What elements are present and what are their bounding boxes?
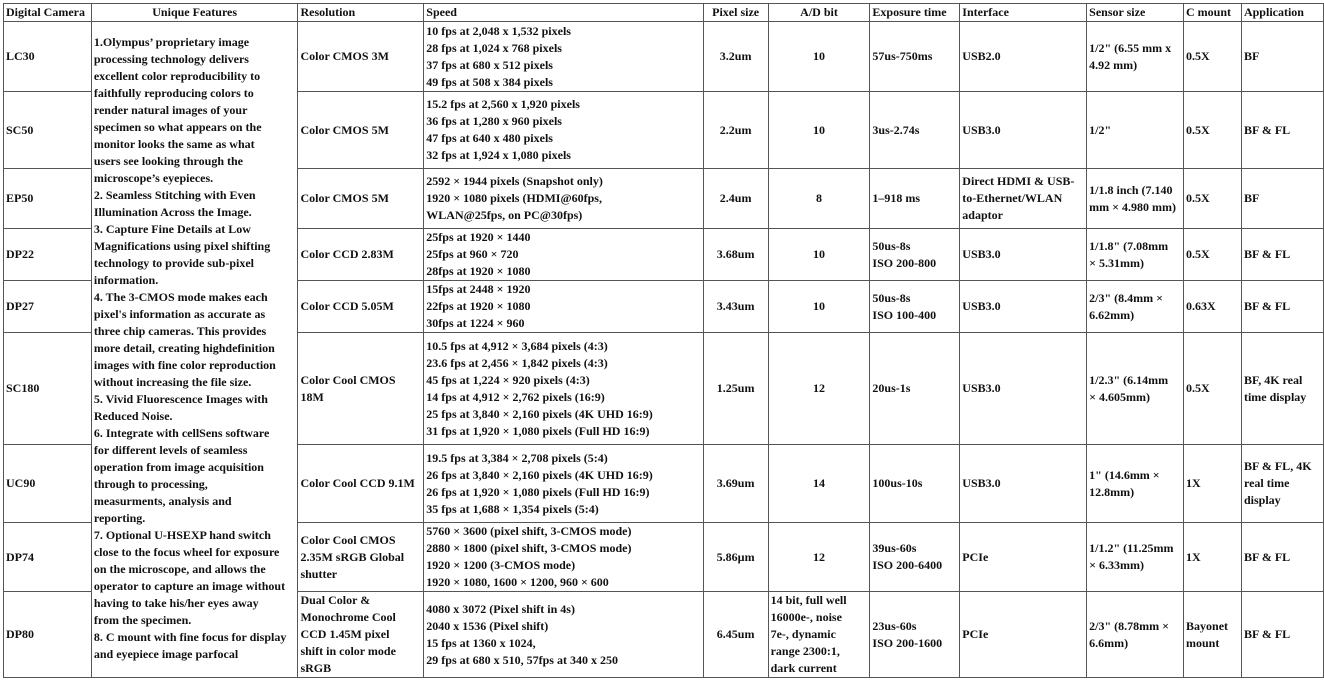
application-cell: BF & FL xyxy=(1241,92,1323,169)
header-resolution: Resolution xyxy=(298,4,424,22)
resolution-cell: Color CCD 2.83M xyxy=(298,229,424,281)
resolution-cell: Color Cool CCD 9.1M xyxy=(298,445,424,523)
resolution-cell: Color CCD 5.05M xyxy=(298,281,424,333)
c-mount-cell: 0.5X xyxy=(1184,22,1242,92)
exposure-cell: 50us-8s ISO 100-400 xyxy=(870,281,960,333)
application-cell: BF & FL xyxy=(1241,281,1323,333)
speed-cell: 10 fps at 2,048 x 1,532 pixels 28 fps at 1,024 x 768 pixels 37 fps at 680 x 512 pixels 49 fps at 508 x 384 pixels xyxy=(424,22,703,92)
speed-cell: 10.5 fps at 4,912 × 3,684 pixels (4:3) 23.6 fps at 2,456 × 1,842 pixels (4:3) 45 fps at 1,224 × 920 pixels (4:3) 14 fps at 4,912 × 2,762 pixels (16:9) 25 fps at 3,840 × 2,160 pixels (4K UHD 16:9) 31 fps at 1,920 × 1,080 pixels (Full HD 16:9) xyxy=(424,333,703,445)
unique-features-cell: 1.Olympus’ proprietary image processing technology delivers excellent color reproducibility to faithfully reproducing colors to render natural images of your specimen so what appears on the monitor looks the same as what users see looking through the microscope’s eyepieces. 2. Seamless Stitching with Even Illumination Across the Image. 3. Capture Fine Details at Low Magnifications using pixel shifting technology to provide sub-pixel information. 4. The 3-CMOS mode makes each pixel's information as accurate as three chip cameras. This provides more detail, creating highdefinition images with fine color reproduction without increasing the file size. 5. Vivid Fluorescence Images with Reduced Noise. 6. Integrate with cellSens software for different levels of seamless operation from image acquisition through to processing, measurments, analysis and reporting. 7. Optional U-HSEXP hand switch close to the focus wheel for exposure on the microscope, and allows the operator to capture an image without having to take his/her eyes away from the specimen. 8. C mount with fine focus for display and eyepiece image parfocal xyxy=(91,22,298,678)
application-cell: BF xyxy=(1241,22,1323,92)
header-c-mount: C mount xyxy=(1184,4,1242,22)
application-cell: BF & FL xyxy=(1241,229,1323,281)
ad-bit-cell: 14 xyxy=(768,445,870,523)
exposure-cell: 100us-10s xyxy=(870,445,960,523)
pixel-size-cell: 1.25um xyxy=(703,333,768,445)
header-pixel-size: Pixel size xyxy=(703,4,768,22)
exposure-cell: 1–918 ms xyxy=(870,169,960,229)
ad-bit-cell: 10 xyxy=(768,281,870,333)
application-cell: BF & FL xyxy=(1241,523,1323,592)
resolution-cell: Color Cool CMOS 18M xyxy=(298,333,424,445)
ad-bit-cell: 12 xyxy=(768,333,870,445)
sensor-cell: 2/3" (8.4mm × 6.62mm) xyxy=(1087,281,1184,333)
c-mount-cell: 0.5X xyxy=(1184,169,1242,229)
interface-cell: USB3.0 xyxy=(960,92,1087,169)
header-exposure: Exposure time xyxy=(870,4,960,22)
c-mount-cell: Bayonet mount xyxy=(1184,592,1242,678)
c-mount-cell: 0.5X xyxy=(1184,333,1242,445)
sensor-cell: 1/1.2" (11.25mm × 6.33mm) xyxy=(1087,523,1184,592)
interface-cell: USB3.0 xyxy=(960,229,1087,281)
header-sensor: Sensor size xyxy=(1087,4,1184,22)
speed-cell: 19.5 fps at 3,384 × 2,708 pixels (5:4) 26 fps at 3,840 × 2,160 pixels (4K UHD 16:9) 26 fps at 1,920 × 1,080 pixels (Full HD 16:9) 35 fps at 1,688 × 1,354 pixels (5:4) xyxy=(424,445,703,523)
pixel-size-cell: 3.69um xyxy=(703,445,768,523)
header-interface: Interface xyxy=(960,4,1087,22)
header-row xyxy=(4,4,1324,22)
interface-cell: PCIe xyxy=(960,592,1087,678)
ad-bit-cell: 10 xyxy=(768,92,870,169)
resolution-cell: Color Cool CMOS 2.35M sRGB Global shutter xyxy=(298,523,424,592)
pixel-size-cell: 5.86µm xyxy=(703,523,768,592)
camera-cell: DP22 xyxy=(4,229,92,281)
ad-bit-cell: 14 bit, full well 16000e-, noise 7e-, dynamic range 2300:1, dark current xyxy=(768,592,870,678)
interface-cell: USB3.0 xyxy=(960,333,1087,445)
interface-cell: Direct HDMI & USB- to-Ethernet/WLAN adaptor xyxy=(960,169,1087,229)
camera-cell: SC180 xyxy=(4,333,92,445)
sensor-cell: 2/3" (8.78mm × 6.6mm) xyxy=(1087,592,1184,678)
header-speed: Speed xyxy=(424,4,703,22)
camera-spec-table xyxy=(3,3,1324,678)
sensor-cell: 1" (14.6mm × 12.8mm) xyxy=(1087,445,1184,523)
speed-cell: 15.2 fps at 2,560 x 1,920 pixels 36 fps at 1,280 x 960 pixels 47 fps at 640 x 480 pixels 32 fps at 1,924 x 1,080 pixels xyxy=(424,92,703,169)
sensor-cell: 1/2" xyxy=(1087,92,1184,169)
header-ad-bit: A/D bit xyxy=(768,4,870,22)
exposure-cell: 23us-60s ISO 200-1600 xyxy=(870,592,960,678)
c-mount-cell: 0.5X xyxy=(1184,229,1242,281)
pixel-size-cell: 6.45um xyxy=(703,592,768,678)
ad-bit-cell: 8 xyxy=(768,169,870,229)
sensor-cell: 1/2" (6.55 mm x 4.92 mm) xyxy=(1087,22,1184,92)
resolution-cell: Color CMOS 5M xyxy=(298,169,424,229)
speed-cell: 15fps at 2448 × 1920 22fps at 1920 × 1080 30fps at 1224 × 960 xyxy=(424,281,703,333)
ad-bit-cell: 12 xyxy=(768,523,870,592)
pixel-size-cell: 2.2um xyxy=(703,92,768,169)
application-cell: BF xyxy=(1241,169,1323,229)
interface-cell: USB3.0 xyxy=(960,445,1087,523)
speed-cell: 2592 × 1944 pixels (Snapshot only) 1920 × 1080 pixels (HDMI@60fps, WLAN@25fps, on PC@30fps) xyxy=(424,169,703,229)
c-mount-cell: 1X xyxy=(1184,523,1242,592)
camera-cell: DP74 xyxy=(4,523,92,592)
interface-cell: USB3.0 xyxy=(960,281,1087,333)
pixel-size-cell: 2.4um xyxy=(703,169,768,229)
ad-bit-cell: 10 xyxy=(768,229,870,281)
speed-cell: 25fps at 1920 × 1440 25fps at 960 × 720 28fps at 1920 × 1080 xyxy=(424,229,703,281)
ad-bit-cell: 10 xyxy=(768,22,870,92)
sensor-cell: 1/1.8 inch (7.140 mm × 4.980 mm) xyxy=(1087,169,1184,229)
exposure-cell: 3us-2.74s xyxy=(870,92,960,169)
camera-cell: EP50 xyxy=(4,169,92,229)
application-cell: BF & FL xyxy=(1241,592,1323,678)
pixel-size-cell: 3.68um xyxy=(703,229,768,281)
application-cell: BF & FL, 4K real time display xyxy=(1241,445,1323,523)
table-row xyxy=(4,22,1324,92)
speed-cell: 5760 × 3600 (pixel shift, 3-CMOS mode) 2880 × 1800 (pixel shift, 3-CMOS mode) 1920 × 1200 (3-CMOS mode) 1920 × 1080, 1600 × 1200, 960 × 600 xyxy=(424,523,703,592)
header-features: Unique Features xyxy=(91,4,298,22)
sensor-cell: 1/2.3" (6.14mm × 4.605mm) xyxy=(1087,333,1184,445)
c-mount-cell: 1X xyxy=(1184,445,1242,523)
camera-cell: LC30 xyxy=(4,22,92,92)
exposure-cell: 57us-750ms xyxy=(870,22,960,92)
speed-cell: 4080 x 3072 (Pixel shift in 4s) 2040 x 1536 (Pixel shift) 15 fps at 1360 x 1024, 29 fps at 680 x 510, 57fps at 340 x 250 xyxy=(424,592,703,678)
exposure-cell: 39us-60s ISO 200-6400 xyxy=(870,523,960,592)
resolution-cell: Dual Color & Monochrome Cool CCD 1.45M pixel shift in color mode sRGB xyxy=(298,592,424,678)
camera-cell: DP27 xyxy=(4,281,92,333)
c-mount-cell: 0.5X xyxy=(1184,92,1242,169)
exposure-cell: 20us-1s xyxy=(870,333,960,445)
application-cell: BF, 4K real time display xyxy=(1241,333,1323,445)
camera-cell: UC90 xyxy=(4,445,92,523)
header-application: Application xyxy=(1241,4,1323,22)
sensor-cell: 1/1.8" (7.08mm × 5.31mm) xyxy=(1087,229,1184,281)
interface-cell: PCIe xyxy=(960,523,1087,592)
resolution-cell: Color CMOS 5M xyxy=(298,92,424,169)
c-mount-cell: 0.63X xyxy=(1184,281,1242,333)
camera-cell: DP80 xyxy=(4,592,92,678)
exposure-cell: 50us-8s ISO 200-800 xyxy=(870,229,960,281)
resolution-cell: Color CMOS 3M xyxy=(298,22,424,92)
pixel-size-cell: 3.43um xyxy=(703,281,768,333)
camera-cell: SC50 xyxy=(4,92,92,169)
interface-cell: USB2.0 xyxy=(960,22,1087,92)
header-camera: Digital Camera xyxy=(4,4,92,22)
pixel-size-cell: 3.2um xyxy=(703,22,768,92)
